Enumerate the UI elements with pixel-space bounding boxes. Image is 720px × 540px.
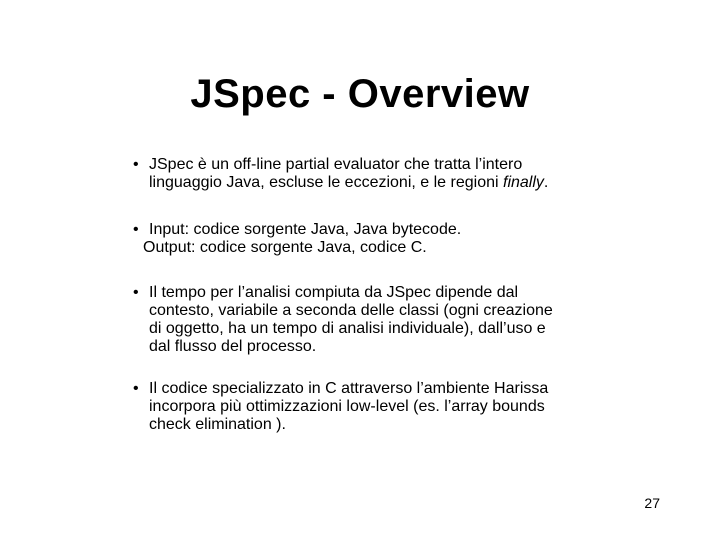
bullet-line: dal flusso del processo. [149,338,317,355]
bullet-line: di oggetto, ha un tempo di analisi individuale), dall’uso e [149,320,546,337]
punctuation: . [543,174,549,191]
bullet-line-with-emphasis [149,174,548,192]
bullet-text [149,284,553,356]
bullet-line: JSpec è un off-line partial evaluator che tratta l’intero [149,156,523,173]
bullet-marker: • [133,380,139,397]
slide-title: JSpec - Overview [190,72,530,116]
bullet-line: linguaggio Java, escluse le eccezioni, e le regioni [149,174,503,191]
bullet-line: Input: codice sorgente Java, Java bytecode. [149,221,462,238]
emphasis-text: finally [503,174,544,191]
bullet-line: Il codice specializzato in C attraverso l’ambiente Harissa [149,380,549,397]
bullet-marker: • [133,284,139,301]
bullet-text [149,156,548,192]
bullet-line: contesto, variabile a seconda delle classi (ogni creazione [149,302,553,319]
page-number: 27 [644,495,660,511]
bullet-text [149,380,548,434]
bullet-marker: • [133,221,139,238]
bullet-line: incorpora più ottimizzazioni low-level (es. l’array bounds [149,398,545,415]
bullet-line: Output: codice sorgente Java, codice C. [143,239,427,256]
bullet-line: check elimination ). [149,416,286,433]
bullet-line: Il tempo per l’analisi compiuta da JSpec dipende dal [149,284,519,301]
bullet-text [143,221,462,257]
bullet-marker: • [133,156,139,173]
